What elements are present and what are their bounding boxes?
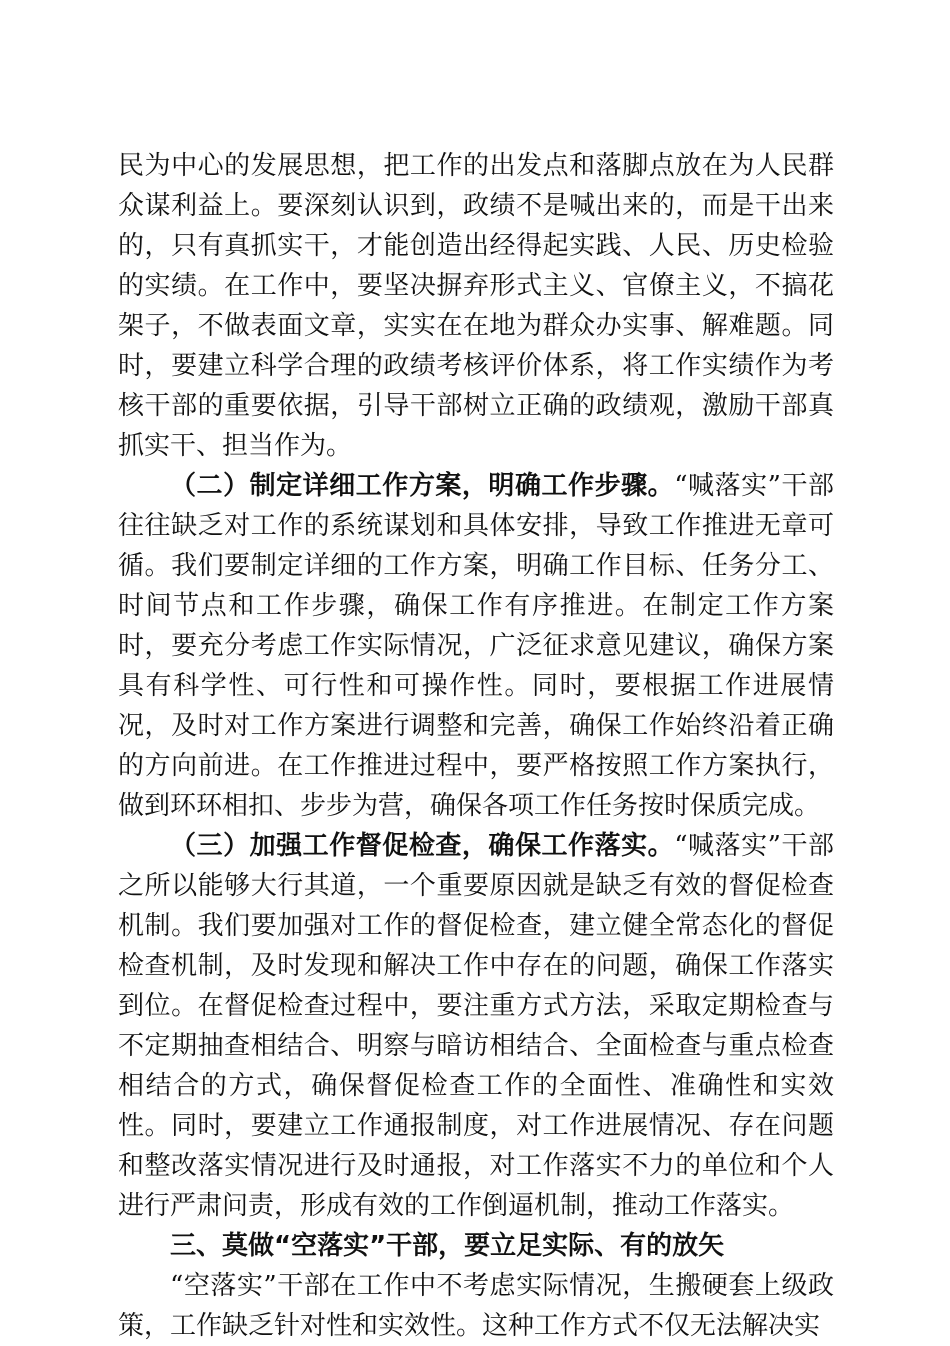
document-body [118,146,834,1346]
section-3-heading: 三、莫做“空落实”干部，要立足实际、有的放矢 [170,1231,725,1261]
paragraph-subsection-3 [118,826,834,1226]
subsection-2-text: “喊落实”干部往往缺乏对工作的系统谋划和具体安排，导致工作推进无章可循。我们要制定详细的工作方案，明确工作目标、任务分工、时间节点和工作步骤，确保工作有序推进。在制定工作方案时，要充分考虑工作实际情况，广泛征求意见建议，确保方案具有科学性、可行性和可操作性。同时，要根据工作进展情况，及时对工作方案进行调整和完善，确保工作始终沿着正确的方向前进。在工作推进过程中，要严格按照工作方案执行，做到环环相扣、步步为营，确保各项工作任务按时保质完成。 [118,471,834,821]
subsection-2-heading: （二）制定详细工作方案，明确工作步骤。 [170,471,675,501]
subsection-3-text: “喊落实”干部之所以能够大行其道，一个重要原因就是缺乏有效的督促检查机制。我们要加强对工作的督促检查，建立健全常态化的督促检查机制，及时发现和解决工作中存在的问题，确保工作落实到位。在督促检查过程中，要注重方式方法，采取定期检查与不定期抽查相结合、明察与暗访相结合、全面检查与重点检查相结合的方式，确保督促检查工作的全面性、准确性和实效性。同时，要建立工作通报制度，对工作进展情况、存在问题和整改落实情况进行及时通报，对工作落实不力的单位和个人进行严肃问责，形成有效的工作倒逼机制，推动工作落实。 [118,831,834,1221]
paragraph-continuation: 民为中心的发展思想，把工作的出发点和落脚点放在为人民群众谋利益上。要深刻认识到，政绩不是喊出来的，而是干出来的，只有真抓实干，才能创造出经得起实践、人民、历史检验的实绩。在工作中，要坚决摒弃形式主义、官僚主义，不搞花架子，不做表面文章，实实在在地为群众办实事、解难题。同时，要建立科学合理的政绩考核评价体系，将工作实绩作为考核干部的重要依据，引导干部树立正确的政绩观，激励干部真抓实干、担当作为。 [118,151,834,461]
paragraph-section-3-intro: “空落实”干部在工作中不考虑实际情况，生搬硬套上级政策，工作缺乏针对性和实效性。这种工作方式不仅无法解决实 [118,1271,834,1341]
subsection-3-heading: （三）加强工作督促检查，确保工作落实。 [170,831,675,861]
paragraph-subsection-2 [118,466,834,826]
